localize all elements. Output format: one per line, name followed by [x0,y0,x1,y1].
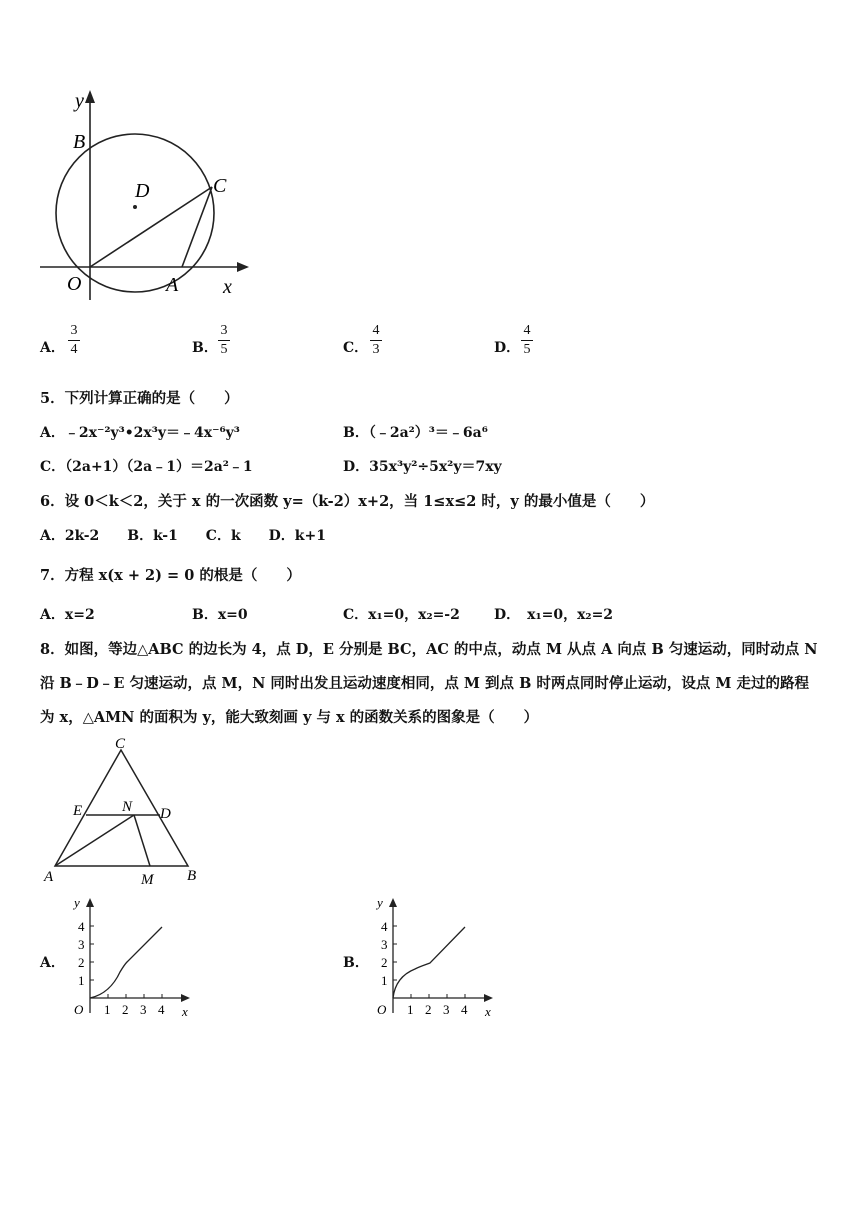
svg-text:2: 2 [78,955,85,970]
q4-option-b-letter[interactable]: B． [192,340,218,356]
q7-option-d[interactable]: D． x₁=0，x₂=2 [494,607,614,623]
svg-text:3: 3 [443,1002,450,1017]
y-axis-label: y [75,90,84,112]
q5-stem: 5．下列计算正确的是（ ） [40,390,239,407]
triangle-label-c: C [115,736,126,752]
svg-text:x: x [182,1004,188,1019]
svg-text:1: 1 [104,1002,111,1017]
q6-stem: 6．设 0＜k＜2，关于 x 的一次函数 y=（k-2）x+2，当 1≤x≤2 时，y 的最小值是（ ） [40,493,655,510]
svg-text:3: 3 [78,937,85,952]
q8-option-b-letter[interactable]: B． [343,955,369,971]
triangle-label-a: A [44,869,54,885]
q7-stem: 7．方程 x(x + 2) = 0 的根是（ ） [40,567,301,584]
q5-option-c[interactable]: C．（2a+1）（2a﹣1）＝2a²﹣1 [40,459,253,475]
q5-option-a[interactable]: A．﹣2x⁻²y³•2x³y＝﹣4x⁻⁶y³ [40,425,240,441]
q8-stem-line-1: 8．如图，等边△ABC 的边长为 4，点 D，E 分别是 BC，AC 的中点，动点 M 从点 A 向点 B 匀速运动，同时动点 N [40,641,818,658]
q8-stem-line-3: 为 x，△AMN 的面积为 y，能大致刻画 y 与 x 的函数关系的图象是（ ） [40,709,539,726]
svg-text:y: y [377,895,383,910]
svg-text:1: 1 [78,973,85,988]
q4-option-d-letter[interactable]: D． [494,340,521,356]
q4-option-c-letter[interactable]: C． [343,340,369,356]
q7-option-b[interactable]: B．x=0 [192,607,248,623]
svg-text:4: 4 [158,1002,165,1017]
svg-text:2: 2 [122,1002,129,1017]
point-d-label: D [135,180,150,202]
q7-option-c[interactable]: C．x₁=0，x₂=-2 [343,607,460,623]
svg-text:O: O [74,1002,84,1017]
circle-figure [35,85,260,305]
point-c-label: C [213,175,227,197]
triangle-label-d: D [160,806,171,822]
svg-text:4: 4 [78,919,85,934]
q5-option-b[interactable]: B．（﹣2a²）³＝﹣6a⁶ [343,425,488,441]
svg-text:1: 1 [407,1002,414,1017]
q8-option-a-letter[interactable]: A． [40,955,65,971]
q8-stem-line-2: 沿 B﹣D﹣E 匀速运动，点 M，N 同时出发且运动速度相同，点 M 到点 B 时两点同时停止运动，设点 M 走过的路程 [40,675,810,692]
svg-text:2: 2 [425,1002,432,1017]
triangle-label-n: N [122,799,133,815]
svg-text:4: 4 [461,1002,468,1017]
svg-text:O: O [377,1002,387,1017]
x-axis-label: x [223,276,232,298]
triangle-label-m: M [141,872,154,888]
q4-option-c-fraction: 4 3 [370,323,382,358]
q8-option-a-graph[interactable] [70,895,200,1020]
svg-text:2: 2 [381,955,388,970]
svg-text:3: 3 [381,937,388,952]
triangle-label-e: E [73,803,83,819]
origin-label: O [67,273,82,295]
point-b-label: B [73,131,86,153]
q4-option-b-fraction: 3 5 [218,323,230,358]
svg-text:1: 1 [381,973,388,988]
svg-text:4: 4 [381,919,388,934]
point-a-label: A [166,274,179,296]
q8-option-b-graph[interactable] [373,895,503,1020]
svg-text:y: y [74,895,80,910]
q4-option-a-letter[interactable]: A． [40,340,65,356]
q4-option-d-fraction: 4 5 [521,323,533,358]
svg-text:x: x [485,1004,491,1019]
triangle-figure [40,733,210,888]
svg-text:3: 3 [140,1002,147,1017]
q7-option-a[interactable]: A．x=2 [40,607,95,623]
q5-option-d[interactable]: D．35x³y²÷5x²y＝7xy [343,459,502,475]
q6-options[interactable]: A．2k-2 B．k-1 C．k D．k+1 [40,528,326,544]
triangle-label-b: B [187,868,197,884]
q4-option-a-fraction: 3 4 [68,323,80,358]
